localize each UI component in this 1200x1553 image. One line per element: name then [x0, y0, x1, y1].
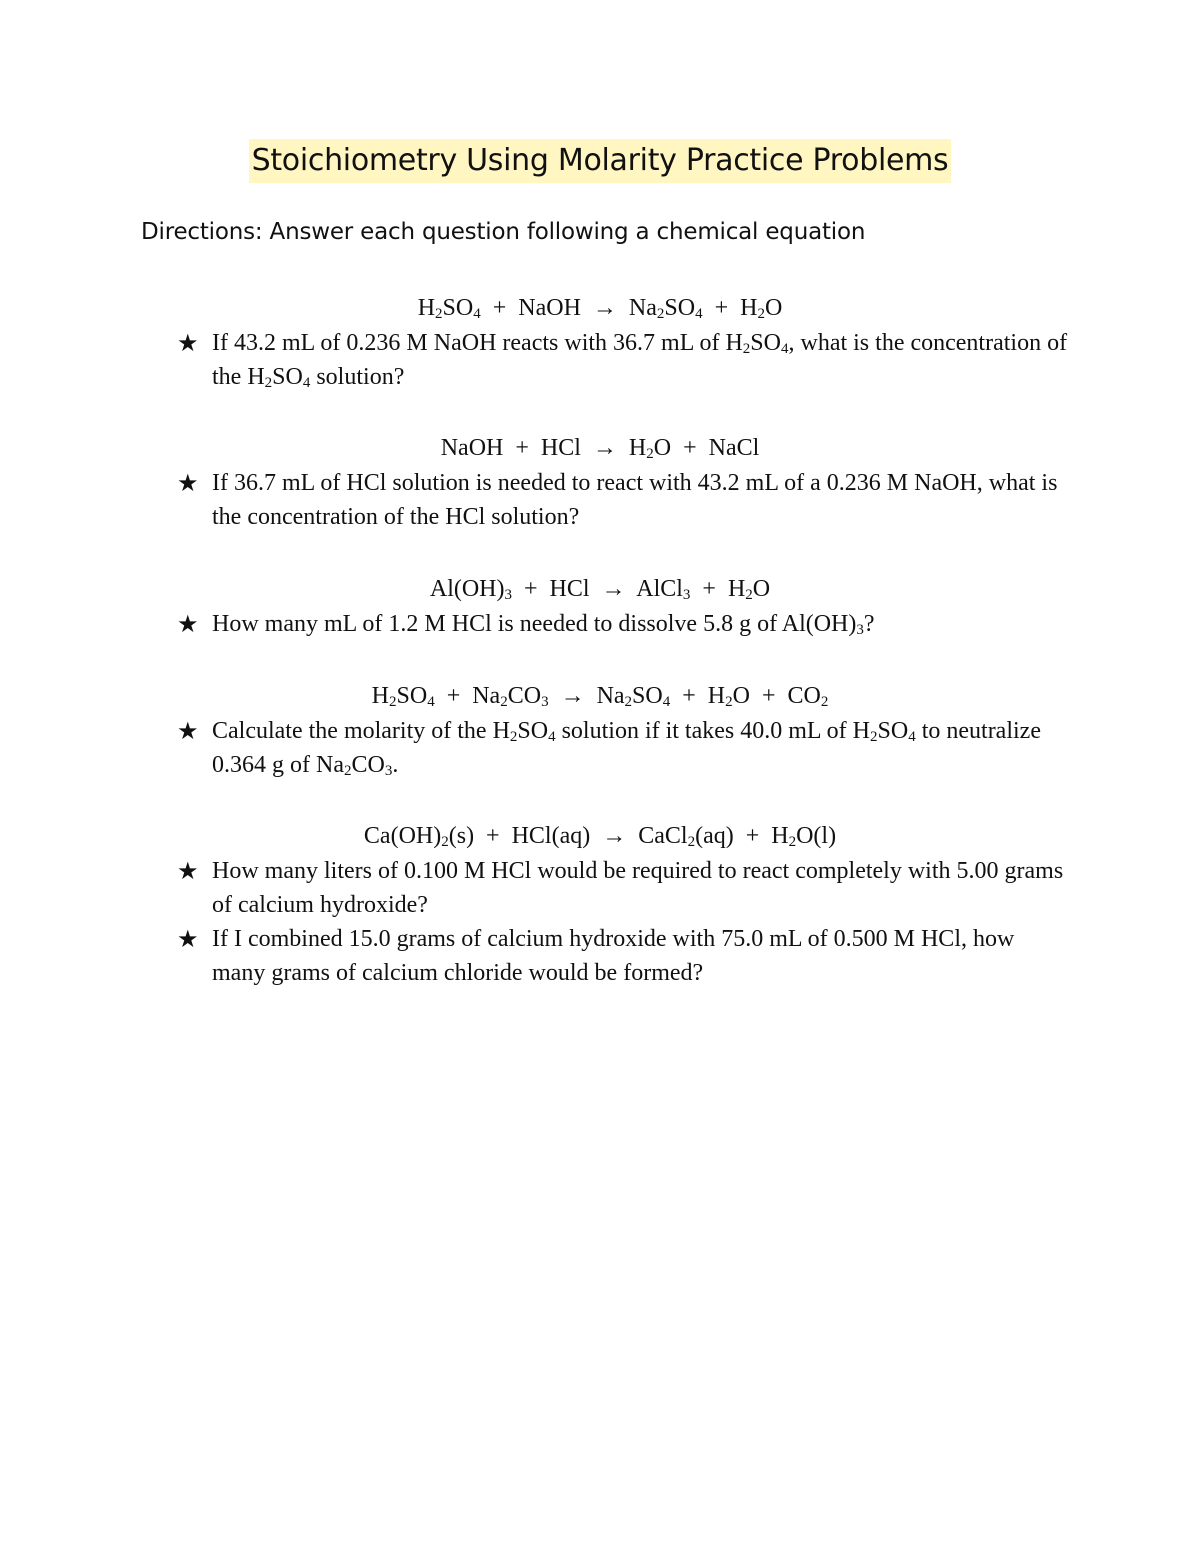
- directions-text: Directions: Answer each question following a chemical equation: [141, 219, 866, 245]
- text-run: If 43.2 mL of 0.236 M NaOH reacts with 36.7 mL of H: [212, 330, 743, 356]
- text-run: + H: [690, 576, 746, 602]
- black-star-icon: ★: [177, 717, 199, 745]
- subscript: 2: [264, 375, 273, 391]
- chemical-equation: [0, 678, 1200, 714]
- text-run: O + CO: [732, 683, 821, 709]
- subscript: 2: [343, 763, 352, 779]
- page-title: Stoichiometry Using Molarity Practice Problems: [249, 139, 952, 183]
- problem-section: [0, 678, 1200, 782]
- subscript: 3: [541, 694, 549, 710]
- black-star-icon: ★: [177, 329, 199, 357]
- chemical-equation: [0, 430, 1200, 466]
- problem-section: [0, 571, 1200, 641]
- text-run: SO: [750, 330, 781, 356]
- text-run: O: [752, 576, 771, 602]
- text-run: NaOH + HCl → H: [440, 435, 647, 461]
- question-text: [212, 926, 1014, 986]
- chemical-equation: [0, 818, 1200, 854]
- subscript: 3: [504, 587, 513, 603]
- question-item: [177, 714, 1072, 782]
- question-item: [177, 854, 1072, 922]
- text-run: H: [417, 295, 436, 321]
- text-run: + H: [702, 295, 758, 321]
- text-run: O: [764, 295, 783, 321]
- subscript: 4: [473, 306, 481, 322]
- text-run: + Na: [434, 683, 501, 709]
- text-run: CO: [351, 752, 385, 778]
- question-text: [212, 470, 1057, 530]
- text-run: O + NaCl: [653, 435, 760, 461]
- text-run: + H: [670, 683, 726, 709]
- subscript: 2: [745, 587, 753, 603]
- text-run: to neutralize 0.364 g of Na: [212, 718, 1041, 778]
- subscript: 3: [856, 622, 864, 638]
- text-run: Al(OH): [429, 576, 505, 602]
- subscript: 2: [742, 341, 751, 357]
- black-star-icon: ★: [177, 610, 199, 638]
- subscript: 2: [757, 306, 765, 322]
- question-text: [212, 330, 1067, 390]
- text-run: If 36.7 mL of HCl solution is needed to react with 43.2 mL of a 0.236 M NaOH, what is the concentration of the HCl solution?: [212, 470, 1058, 530]
- subscript: 4: [302, 375, 311, 391]
- subscript: 4: [908, 729, 916, 745]
- text-run: solution if it takes 40.0 mL of H: [555, 718, 871, 744]
- text-run: Ca(OH): [363, 823, 442, 849]
- question-item: [177, 326, 1072, 394]
- subscript: 2: [389, 694, 397, 710]
- subscript: 2: [441, 834, 449, 850]
- subscript: 4: [780, 341, 789, 357]
- subscript: 2: [435, 306, 443, 322]
- text-run: SO: [517, 718, 549, 744]
- subscript: 3: [384, 763, 393, 779]
- problem-section: [0, 430, 1200, 534]
- text-run: O(l): [796, 823, 837, 849]
- text-run: ?: [863, 611, 875, 637]
- subscript: 2: [509, 729, 518, 745]
- question-text: [212, 718, 1041, 778]
- text-run: CO: [507, 683, 542, 709]
- question-item: [177, 607, 1072, 641]
- problem-section: [0, 290, 1200, 394]
- chemical-equation: [0, 571, 1200, 607]
- text-run: H: [371, 683, 389, 709]
- black-star-icon: ★: [177, 925, 199, 953]
- chemical-equation: [0, 290, 1200, 326]
- text-run: + HCl → AlCl: [512, 576, 683, 602]
- text-run: SO: [272, 364, 303, 390]
- subscript: 4: [695, 306, 703, 322]
- text-run: (s) + HCl(aq) → CaCl: [448, 823, 688, 849]
- text-run: SO: [442, 295, 474, 321]
- black-star-icon: ★: [177, 857, 199, 885]
- text-run: SO: [877, 718, 909, 744]
- question-item: [177, 466, 1072, 534]
- text-run: .: [392, 752, 399, 778]
- subscript: 2: [500, 694, 508, 710]
- subscript: 4: [662, 694, 671, 710]
- problem-section: [0, 818, 1200, 990]
- subscript: 2: [646, 446, 654, 462]
- subscript: 2: [870, 729, 878, 745]
- text-run: SO: [664, 295, 696, 321]
- black-star-icon: ★: [177, 469, 199, 497]
- subscript: 2: [656, 306, 665, 322]
- text-run: + NaOH → Na: [480, 295, 657, 321]
- question-text: [212, 611, 875, 637]
- text-run: , what is the concentration of the H: [212, 330, 1068, 390]
- text-run: How many liters of 0.100 M HCl would be required to react completely with 5.00 grams of calcium hydroxide?: [212, 858, 1064, 918]
- subscript: 2: [820, 694, 829, 710]
- text-run: How many mL of 1.2 M HCl is needed to dissolve 5.8 g of Al(OH): [212, 611, 857, 637]
- subscript: 2: [725, 694, 733, 710]
- title-wrapper: [0, 139, 1200, 183]
- question-text: [212, 858, 1063, 918]
- text-run: Calculate the molarity of the H: [212, 718, 510, 744]
- subscript: 2: [624, 694, 633, 710]
- text-run: → Na: [548, 683, 625, 709]
- subscript: 2: [687, 834, 696, 850]
- subscript: 2: [788, 834, 797, 850]
- text-run: SO: [632, 683, 663, 709]
- subscript: 4: [548, 729, 556, 745]
- text-run: SO: [396, 683, 428, 709]
- text-run: solution?: [310, 364, 405, 390]
- text-run: If I combined 15.0 grams of calcium hydroxide with 75.0 mL of 0.500 M HCl, how many grams of calcium chloride would be formed?: [212, 926, 1015, 986]
- subscript: 3: [682, 587, 691, 603]
- text-run: (aq) + H: [695, 823, 789, 849]
- question-item: [177, 922, 1072, 990]
- subscript: 4: [427, 694, 435, 710]
